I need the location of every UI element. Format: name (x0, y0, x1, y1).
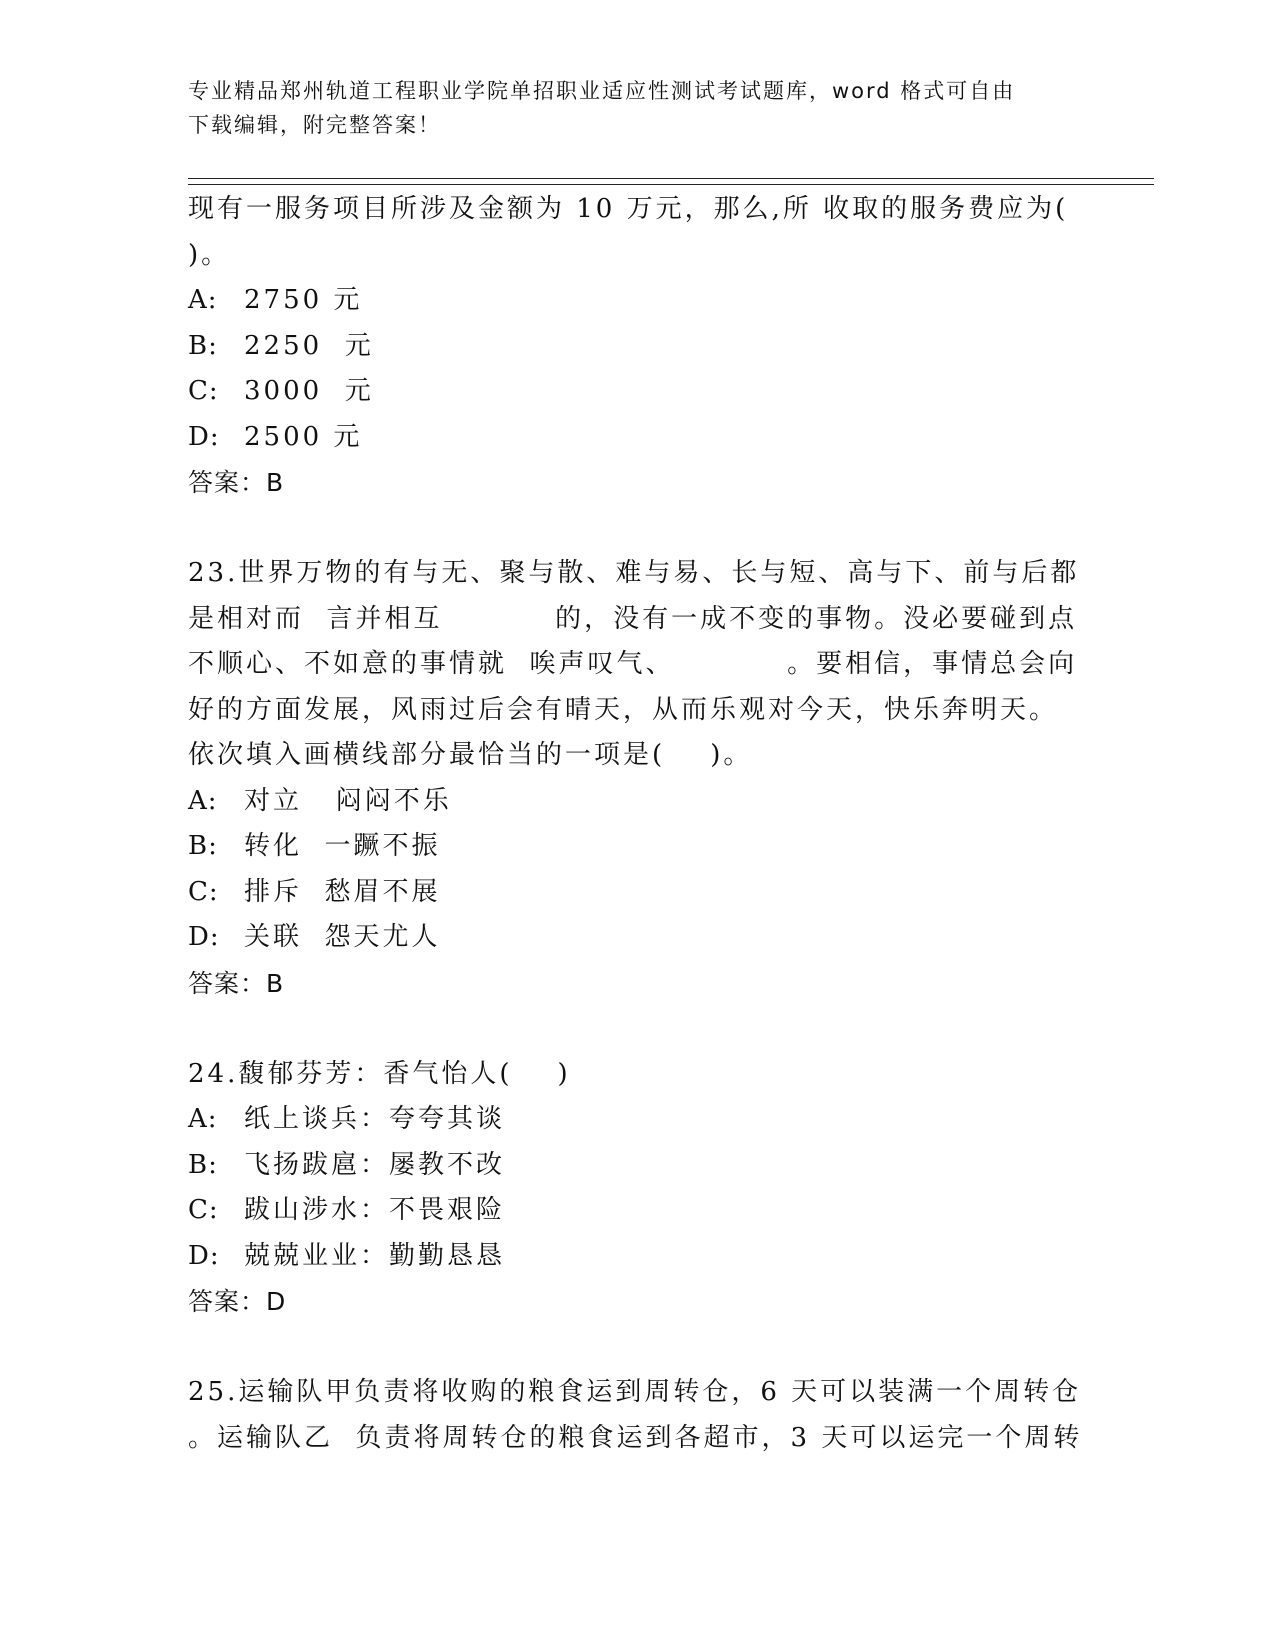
option-text: 3000 元 (244, 376, 374, 406)
option-c (188, 870, 1088, 916)
option-label: B: (188, 330, 218, 361)
header-rule-top (188, 178, 1154, 179)
option-a (188, 779, 1088, 825)
document-header (188, 74, 1088, 142)
option-text: 纸上谈兵：夸夸其谈 (244, 1104, 506, 1134)
option-text: 关联 怨天尤人 (244, 922, 441, 952)
header-line-1: 专业精品郑州轨道工程职业学院单招职业适应性测试考试题库，word 格式可自由 (188, 79, 1016, 103)
question-stem: 现有一服务项目所涉及金额为 10 万元，那么,所 收取的服务费应为( (188, 194, 1069, 224)
option-text: 飞扬跋扈：屡教不改 (244, 1149, 506, 1180)
option-c (188, 1188, 1088, 1234)
question-24 (188, 1052, 1088, 1325)
option-label: D: (188, 922, 220, 952)
option-label: A: (188, 1104, 218, 1134)
answer: 答案：B (188, 968, 285, 998)
question-stem: 不顺心、不如意的事情就 唉声叹气、 。要相信，事情总会向 (188, 649, 1078, 679)
option-label: A: (188, 285, 218, 315)
option-text: 2500 元 (244, 421, 363, 452)
question-stem: 24.馥郁芬芳：香气怡人( ) (188, 1058, 571, 1089)
option-text: 兢兢业业：勤勤恳恳 (244, 1240, 506, 1271)
option-text: 跋山涉水：不畏艰险 (244, 1195, 506, 1225)
header-rule-bottom (188, 184, 1154, 185)
option-c (188, 369, 1088, 415)
option-text: 转化 一蹶不振 (244, 831, 441, 861)
option-label: C: (188, 876, 219, 907)
option-a (188, 1097, 1088, 1143)
question-stem: 25.运输队甲负责将收购的粮食运到周转仓，6 天可以装满一个周转仓 (188, 1377, 1082, 1407)
option-b (188, 1143, 1088, 1189)
question-stem: )。 (188, 239, 231, 270)
question-stem: 好的方面发展，风雨过后会有晴天，从而乐观对今天，快乐奔明天。 (188, 694, 1059, 725)
question-stem: 23.世界万物的有与无、聚与散、难与易、长与短、高与下、前与后都 (188, 558, 1080, 588)
option-b (188, 824, 1088, 870)
option-d (188, 1234, 1088, 1280)
answer: 答案：D (188, 1287, 287, 1316)
option-text: 2750 元 (244, 285, 363, 315)
header-line-2: 下载编辑，附完整答案！ (188, 113, 441, 137)
question-stem: 。运输队乙 负责将周转仓的粮食运到各超市，3 天可以运完一个周转 (188, 1422, 1083, 1453)
option-label: D: (188, 1240, 220, 1271)
option-label: C: (188, 1195, 219, 1225)
option-label: A: (188, 785, 218, 816)
answer: 答案：B (188, 468, 285, 497)
option-a (188, 278, 1088, 324)
option-b (188, 324, 1088, 370)
option-d (188, 415, 1088, 461)
option-label: B: (188, 831, 218, 861)
option-text: 对立 闷闷不乐 (244, 785, 452, 816)
option-text: 排斥 愁眉不展 (244, 876, 441, 907)
question-stem: 是相对而 言并相互 的，没有一成不变的事物。没必要碰到点 (188, 603, 1078, 634)
option-d (188, 915, 1088, 961)
question-list (188, 187, 1088, 1461)
question-stem: 依次填入画横线部分最恰当的一项是( )。 (188, 740, 753, 770)
question-25 (188, 1370, 1088, 1461)
option-label: B: (188, 1149, 218, 1180)
option-label: D: (188, 421, 220, 452)
option-text: 2250 元 (244, 330, 374, 361)
question-23 (188, 551, 1088, 1006)
option-label: C: (188, 376, 219, 406)
question-22 (188, 187, 1088, 506)
